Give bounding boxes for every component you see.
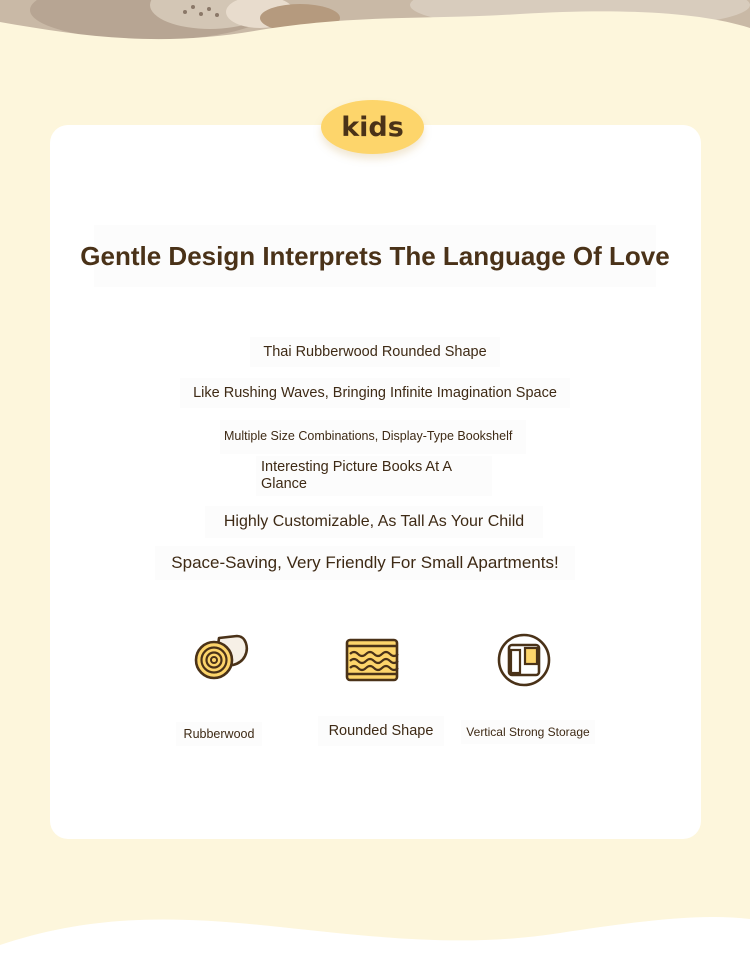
- feature-line: Like Rushing Waves, Bringing Infinite Imagination Space: [180, 378, 570, 408]
- feature-line: Interesting Picture Books At A Glance: [256, 456, 492, 496]
- wood-log-icon: [193, 632, 249, 688]
- kids-badge: kids: [321, 100, 424, 154]
- feature-line: Highly Customizable, As Tall As Your Child: [205, 506, 543, 538]
- vertical-storage-label: Vertical Strong Storage: [461, 720, 595, 744]
- storage-shelf-icon: [496, 632, 552, 688]
- bottom-wave: [0, 905, 750, 975]
- rounded-wave-icon: [344, 633, 400, 689]
- top-photo-strip: [0, 0, 750, 60]
- feature-line: Multiple Size Combinations, Display-Type Bookshelf: [220, 420, 526, 454]
- page-title: Gentle Design Interprets The Language Of Love: [94, 225, 656, 287]
- feature-line: Space-Saving, Very Friendly For Small Apartments!: [155, 546, 575, 580]
- feature-line: Thai Rubberwood Rounded Shape: [250, 337, 500, 367]
- rubberwood-label: Rubberwood: [176, 722, 262, 746]
- rounded-shape-label: Rounded Shape: [318, 716, 444, 746]
